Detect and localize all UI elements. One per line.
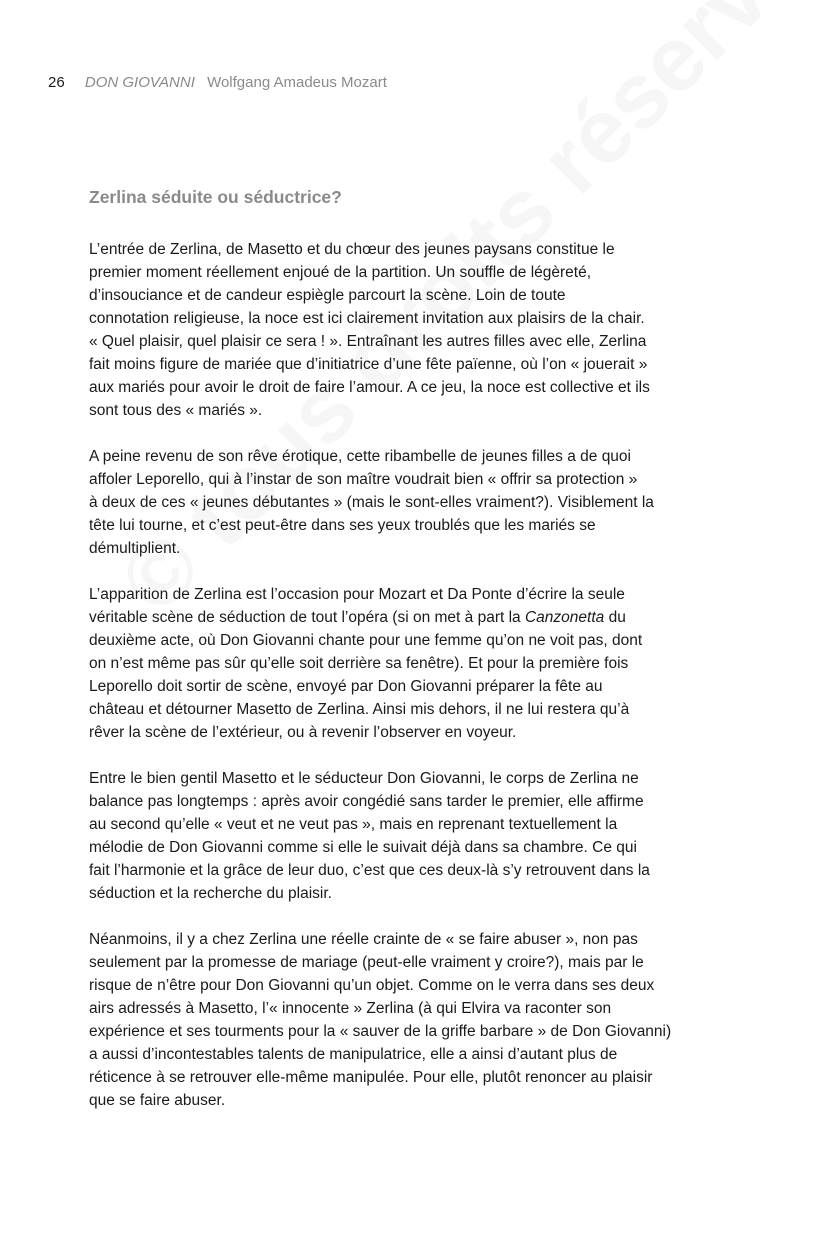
text-line: mélodie de Don Giovanni comme si elle le suivait déjà dans sa chambre. Ce qui xyxy=(89,839,637,856)
text-line: Entre le bien gentil Masetto et le séducteur Don Giovanni, le corps de Zerlina ne xyxy=(89,770,639,787)
text-line: affoler Leporello, qui à l’instar de son maître voudrait bien « offrir sa protection » xyxy=(89,471,638,488)
text-line: Néanmoins, il y a chez Zerlina une réelle crainte de « se faire abuser », non pas xyxy=(89,931,638,948)
paragraph xyxy=(89,238,739,422)
page-body xyxy=(89,184,739,1135)
text-line: rêver la scène de l’extérieur, ou à revenir l’observer en voyeur. xyxy=(89,724,517,741)
text-line: sont tous des « mariés ». xyxy=(89,402,263,419)
text-line: Leporello doit sortir de scène, envoyé par Don Giovanni préparer la fête au xyxy=(89,678,603,695)
work-title: DON GIOVANNI xyxy=(84,74,195,91)
text-line: L’entrée de Zerlina, de Masetto et du chœur des jeunes paysans constitue le xyxy=(89,241,615,258)
text-line: démultiplient. xyxy=(89,540,181,557)
text-line: fait moins figure de mariée que d’initiatrice d’une fête païenne, où l’on « jouerait » xyxy=(89,356,648,373)
text-line: seulement par la promesse de mariage (peut-elle vraiment y croire?), mais par le xyxy=(89,954,644,971)
text-line: tête lui tourne, et c’est peut-être dans ses yeux troublés que les mariés se xyxy=(89,517,596,534)
paragraph-list xyxy=(89,238,739,1112)
text-line: deuxième acte, où Don Giovanni chante pour une femme qu’on ne voit pas, dont xyxy=(89,632,643,649)
text-line: A peine revenu de son rêve érotique, cette ribambelle de jeunes filles a de quoi xyxy=(89,448,631,465)
text-line: expérience et ses tourments pour la « sauver de la griffe barbare » de Don Giovanni) xyxy=(89,1023,672,1040)
running-header xyxy=(48,73,387,93)
text-line: connotation religieuse, la noce est ici clairement invitation aux plaisirs de la chair. xyxy=(89,310,645,327)
text-line: « Quel plaisir, quel plaisir ce sera ! ». Entraînant les autres filles avec elle, Zerlina xyxy=(89,333,647,350)
text-line: balance pas longtemps : après avoir congédié sans tarder le premier, elle affirme xyxy=(89,793,644,810)
section-title: Zerlina séduite ou séductrice? xyxy=(89,187,342,207)
italic-term: Canzonetta xyxy=(524,609,605,626)
text-line: séduction et la recherche du plaisir. xyxy=(89,885,332,902)
composer-name: Wolfgang Amadeus Mozart xyxy=(207,74,387,91)
text-line: au second qu’elle « veut et ne veut pas », mais en reprenant textuellement la xyxy=(89,816,618,833)
text-line: véritable scène de séduction de tout l’opéra (si on met à part la Canzonetta du xyxy=(89,609,626,626)
text-line: aux mariés pour avoir le droit de faire l’amour. A ce jeu, la noce est collective et ils xyxy=(89,379,650,396)
text-line: risque de n’être pour Don Giovanni qu’un objet. Comme on le verra dans ses deux xyxy=(89,977,655,994)
text-line: fait l’harmonie et la grâce de leur duo, c’est que ces deux-là s’y retrouvent dans la xyxy=(89,862,650,879)
text-line: L’apparition de Zerlina est l’occasion pour Mozart et Da Ponte d’écrire la seule xyxy=(89,586,625,603)
text-line: on n’est même pas sûr qu’elle soit derrière sa fenêtre). Et pour la première fois xyxy=(89,655,629,672)
page-number: 26 xyxy=(48,74,65,91)
text-line: réticence à se retrouver elle-même manipulée. Pour elle, plutôt renoncer au plaisir xyxy=(89,1069,653,1086)
text-line: a aussi d’incontestables talents de manipulatrice, elle a ainsi d’autant plus de xyxy=(89,1046,618,1063)
text-line: d’insouciance et de candeur espiègle parcourt la scène. Loin de toute xyxy=(89,287,566,304)
text-line: que se faire abuser. xyxy=(89,1092,226,1109)
text-line: airs adressés à Masetto, l’« innocente » Zerlina (à qui Elvira va raconter son xyxy=(89,1000,612,1017)
paragraph xyxy=(89,928,739,1112)
paragraph xyxy=(89,583,739,744)
text-line: à deux de ces « jeunes débutantes » (mais le sont-elles vraiment?). Visiblement la xyxy=(89,494,654,511)
paragraph xyxy=(89,767,739,905)
text-line: château et détourner Masetto de Zerlina. Ainsi mis dehors, il ne lui restera qu’à xyxy=(89,701,630,718)
paragraph xyxy=(89,445,739,560)
text-line: premier moment réellement enjoué de la partition. Un souffle de légèreté, xyxy=(89,264,592,281)
